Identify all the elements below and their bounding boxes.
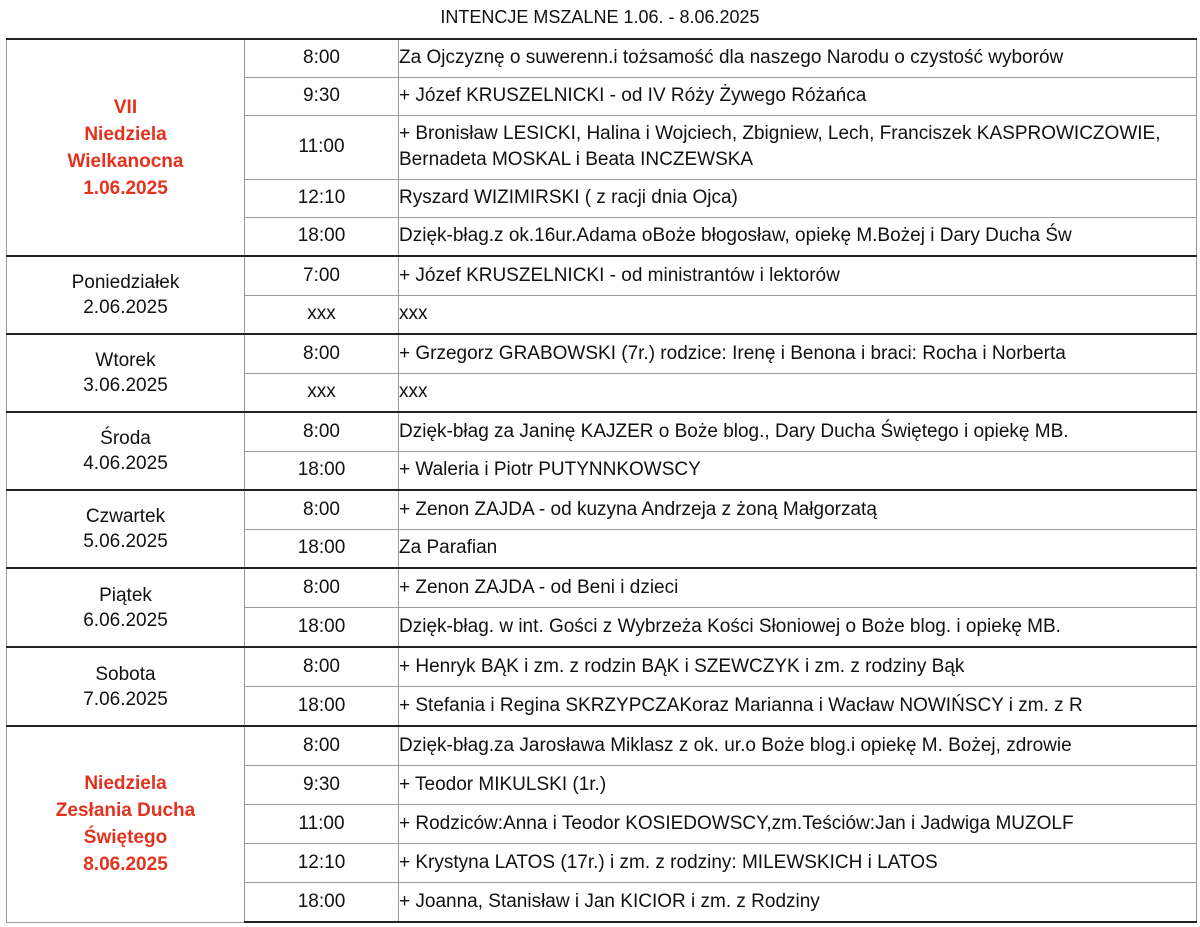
day-label-line: Poniedziałek <box>71 272 180 293</box>
day-label-line: Czwartek <box>85 506 166 527</box>
mass-time: 18:00 <box>245 882 399 922</box>
mass-intention: Dzięk-błag. w int. Gości z Wybrzeża Kości Słoniowej o Boże blog. i opiekę MB. <box>399 607 1197 647</box>
day-cell <box>7 568 245 647</box>
mass-time: 18:00 <box>245 686 399 726</box>
mass-row <box>7 256 1197 295</box>
mass-time: 8:00 <box>245 412 399 451</box>
mass-row <box>7 334 1197 373</box>
mass-time: 18:00 <box>245 451 399 490</box>
day-label-line: 5.06.2025 <box>83 531 168 552</box>
mass-row <box>7 39 1197 77</box>
mass-time: 12:10 <box>245 843 399 882</box>
mass-time: 9:30 <box>245 765 399 804</box>
mass-time: 8:00 <box>245 490 399 529</box>
mass-intention: + Bronisław LESICKI, Halina i Wojciech, Zbigniew, Lech, Franciszek KASPROWICZOWIE, Bernadeta MOSKAL i Beata INCZEWSKA <box>399 115 1197 179</box>
mass-time: 8:00 <box>245 334 399 373</box>
mass-intention: Ryszard WIZIMIRSKI ( z racji dnia Ojca) <box>399 179 1197 217</box>
mass-intention: Dzięk-błag za Janinę KAJZER o Boże blog., Dary Ducha Świętego i opiekę MB. <box>399 412 1197 451</box>
mass-time: 9:30 <box>245 77 399 115</box>
day-label-line: Wielkanocna <box>67 150 184 172</box>
day-cell <box>7 39 245 256</box>
mass-time: 18:00 <box>245 217 399 256</box>
mass-time: 8:00 <box>245 568 399 607</box>
day-label-line: Zesłania Ducha <box>55 800 196 822</box>
day-label-line: 1.06.2025 <box>83 177 168 199</box>
mass-time: 11:00 <box>245 804 399 843</box>
day-cell <box>7 490 245 568</box>
mass-time: 8:00 <box>245 39 399 77</box>
mass-row <box>7 412 1197 451</box>
mass-time: 18:00 <box>245 607 399 647</box>
day-label-line: Niedziela <box>84 123 167 145</box>
day-label-line: Niedziela <box>84 773 167 795</box>
day-cell <box>7 334 245 412</box>
day-label-line: Piątek <box>99 584 152 606</box>
mass-intention: + Józef KRUSZELNICKI - od IV Róży Żywego Różańca <box>399 77 1197 115</box>
mass-row <box>7 490 1197 529</box>
mass-intention: Za Ojczyznę o suwerenn.i tożsamość dla naszego Narodu o czystość wyborów <box>399 39 1197 77</box>
day-label-line: Środa <box>100 428 151 449</box>
mass-row <box>7 568 1197 607</box>
day-cell <box>7 647 245 726</box>
mass-intention: + Zenon ZAJDA - od Beni i dzieci <box>399 568 1197 607</box>
mass-intention: xxx <box>399 373 1197 412</box>
mass-intention: + Stefania i Regina SKRZYPCZAKoraz Marianna i Wacław NOWIŃSCY i zm. z R <box>399 686 1197 726</box>
mass-intention: + Rodziców:Anna i Teodor KOSIEDOWSCY,zm.Teściów:Jan i Jadwiga MUZOLF <box>399 804 1197 843</box>
mass-intention: + Józef KRUSZELNICKI - od ministrantów i lektorów <box>399 256 1197 295</box>
mass-intention: xxx <box>399 295 1197 334</box>
mass-intentions-table <box>6 38 1197 923</box>
day-label-line: VII <box>113 96 138 118</box>
mass-intention: Dzięk-błag.z ok.16ur.Adama oBoże błogosław, opiekę M.Bożej i Dary Ducha Św <box>399 217 1197 256</box>
day-label-line: 4.06.2025 <box>83 453 168 474</box>
mass-intention: + Krystyna LATOS (17r.) i zm. z rodziny: MILEWSKICH i LATOS <box>399 843 1197 882</box>
day-cell <box>7 256 245 334</box>
mass-intention: Za Parafian <box>399 529 1197 568</box>
day-label-line: 6.06.2025 <box>83 609 168 631</box>
mass-time: 18:00 <box>245 529 399 568</box>
day-cell <box>7 412 245 490</box>
day-cell <box>7 726 245 922</box>
mass-intention: + Grzegorz GRABOWSKI (7r.) rodzice: Irenę i Benona i braci: Rocha i Norberta <box>399 334 1197 373</box>
day-label-line: 3.06.2025 <box>83 375 168 396</box>
day-label-line: Sobota <box>95 663 156 685</box>
mass-row <box>7 647 1197 686</box>
mass-intention: + Teodor MIKULSKI (1r.) <box>399 765 1197 804</box>
mass-intention: Dzięk-błag.za Jarosława Miklasz z ok. ur.o Boże blog.i opiekę M. Bożej, zdrowie <box>399 726 1197 765</box>
mass-time: 11:00 <box>245 115 399 179</box>
mass-time: xxx <box>245 373 399 412</box>
day-label-line: 7.06.2025 <box>83 688 168 710</box>
mass-time: xxx <box>245 295 399 334</box>
day-label-line: 8.06.2025 <box>83 854 168 876</box>
mass-time: 8:00 <box>245 647 399 686</box>
mass-time: 12:10 <box>245 179 399 217</box>
day-label-line: Świętego <box>83 827 168 849</box>
day-label-line: Wtorek <box>95 350 156 371</box>
mass-row <box>7 726 1197 765</box>
day-label-line: 2.06.2025 <box>83 297 168 318</box>
mass-time: 8:00 <box>245 726 399 765</box>
mass-intention: + Zenon ZAJDA - od kuzyna Andrzeja z żoną Małgorzatą <box>399 490 1197 529</box>
mass-intention: + Joanna, Stanisław i Jan KICIOR i zm. z Rodziny <box>399 882 1197 922</box>
mass-time: 7:00 <box>245 256 399 295</box>
mass-intention: + Henryk BĄK i zm. z rodzin BĄK i SZEWCZYK i zm. z rodziny Bąk <box>399 647 1197 686</box>
mass-intention: + Waleria i Piotr PUTYNNKOWSCY <box>399 451 1197 490</box>
page-title: INTENCJE MSZALNE 1.06. - 8.06.2025 <box>440 7 760 27</box>
